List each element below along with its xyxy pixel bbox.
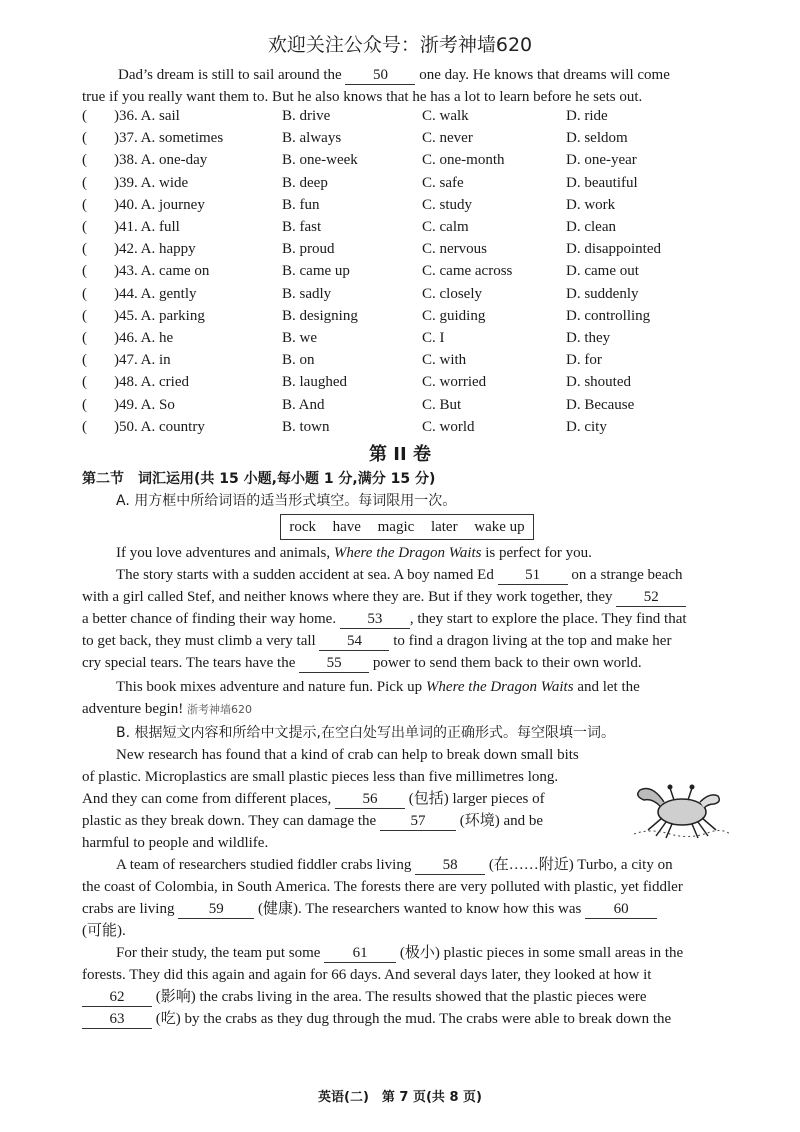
text: a better chance of finding their way home. [82,611,337,627]
passage-b-line [116,854,768,876]
option-row [82,263,742,285]
answer-paren: ( [82,130,87,147]
passage-b-line: forests. They did this again and again for 66 days. And several days later, they looked at how it [82,967,652,983]
text: (在……附近) Turbo, a city on [488,857,673,873]
answer-paren: ( [82,263,87,280]
text: power to send them back to their own world. [372,655,642,671]
option-a: )39. A. wide [114,174,189,191]
passage-a-line [82,652,734,674]
blank-50: 50 [345,66,415,85]
blank-52: 52 [616,588,686,607]
option-d: D. they [566,330,611,346]
blank-54: 54 [319,632,389,651]
text: This book mixes adventure and nature fun. Pick up [116,679,423,695]
option-row [82,197,742,219]
intro-line-1 [82,64,734,86]
answer-paren: ( [82,374,87,391]
text: (健康). The researchers wanted to know how this was [257,901,582,917]
option-row [82,108,742,130]
passage-b-line: the coast of Colombia, in South America. The forests there are very polluted with plastic, yet fiddler [82,879,683,895]
text: is perfect for you. [485,545,592,561]
text: (极小) plastic pieces in some small areas in the [399,945,684,961]
word-item: later [430,519,458,535]
answer-paren: ( [82,285,87,302]
passage-b-line [82,986,734,1008]
text: crabs are living [82,901,175,917]
option-a: )43. A. came on [114,263,210,280]
passage-a-line [116,676,768,698]
passage-b-line [82,898,734,920]
option-d: D. ride [566,108,608,124]
option-c: C. study [422,196,473,213]
option-row [82,308,742,330]
option-c: C. guiding [422,307,486,324]
answer-paren: ( [82,307,87,324]
blank-55: 55 [299,654,369,673]
word-box [280,514,534,540]
option-d: D. for [566,352,602,369]
option-b: B. one-week [282,152,358,169]
option-c: C. closely [422,285,482,302]
section-title: 第 II 卷 [369,444,431,465]
option-d: D. one-year [566,152,637,169]
answer-paren: ( [82,330,87,346]
option-c: C. nervous [422,241,487,258]
option-d: D. disappointed [566,241,661,258]
passage-b-line: New research has found that a kind of crab can help to break down small bits [116,747,579,763]
text: If you love adventures and animals, [116,545,331,561]
text: on a strange beach [571,567,683,583]
part-a-instruction: A. 用方框中所给词语的适当形式填空。每词限用一次。 [116,493,457,509]
text: cry special tears. The tears have the [82,655,296,671]
option-c: C. worried [422,374,487,391]
option-c: C. came across [422,263,513,280]
option-d: D. seldom [566,130,628,147]
passage-b-line: (可能). [82,923,126,939]
option-row [82,352,742,374]
option-d: D. beautiful [566,174,638,191]
option-a: )50. A. country [114,418,205,435]
crab-illustration [630,768,734,840]
option-a: )38. A. one-day [114,152,208,169]
page-footer: 英语(二) 第 7 页(共 8 页) [318,1090,482,1105]
text: to get back, they must climb a very tall [82,633,316,649]
option-a: )41. A. full [114,219,180,235]
option-b: B. sadly [282,285,332,302]
option-a: )36. A. sail [114,108,180,124]
option-d: D. controlling [566,307,651,324]
blank-59: 59 [178,900,254,919]
option-b: B. deep [282,174,328,191]
option-a: )44. A. gently [114,285,197,302]
text: The story starts with a sudden accident at sea. A boy named Ed [116,567,494,583]
text: adventure begin! [82,701,184,717]
part-b-instruction: B. 根据短文内容和所给中文提示,在空白处写出单词的正确形式。每空限填一词。 [116,725,615,741]
option-b: B. designing [282,307,358,324]
text: to find a dragon living at the top and make her [393,633,672,649]
passage-a-line [116,542,768,564]
answer-paren: ( [82,352,87,369]
option-a: )37. A. sometimes [114,130,224,147]
option-c: C. calm [422,219,469,235]
text: A team of researchers studied fiddler crabs living [116,857,412,873]
option-d: D. clean [566,219,616,235]
book-title: Where the Dragon Waits [333,545,482,561]
answer-paren: ( [82,396,87,413]
answer-paren: ( [82,196,87,213]
option-b: B. town [282,418,330,435]
blank-61: 61 [324,944,396,963]
option-row [82,241,742,263]
option-d: D. suddenly [566,285,639,302]
option-c: C. never [422,130,473,147]
text: (包括) larger pieces of [408,791,545,807]
option-b: B. we [282,330,317,346]
intro-text: one day. He knows that dreams will come [419,67,670,83]
text: (影响) the crabs living in the area. The results showed that the plastic pieces were [155,989,647,1005]
option-c: C. walk [422,108,469,124]
passage-a-line [82,698,734,721]
passage-b-line: harmful to people and wildlife. [82,835,269,851]
option-a: )48. A. cried [114,374,189,391]
passage-a-line [82,608,734,630]
option-a: )46. A. he [114,330,174,346]
blank-62: 62 [82,988,152,1007]
option-c: C. safe [422,174,464,191]
word-item: rock [289,519,316,535]
text: And they can come from different places, [82,791,332,807]
answer-paren: ( [82,418,87,435]
option-d: D. city [566,418,607,435]
word-item: magic [377,519,415,535]
option-d: D. came out [566,263,639,280]
option-row [82,374,742,396]
option-row [82,152,742,174]
passage-b-line: of plastic. Microplastics are small plastic pieces less than five millimetres long. [82,769,559,785]
watermark-inline: 浙考神墙620 [186,703,252,716]
passage-b-line [116,942,768,964]
option-row [82,419,742,441]
option-b: B. on [282,352,315,369]
watermark-header: 欢迎关注公众号：浙考神墙620 [267,34,533,56]
option-c: C. with [422,352,467,369]
option-a: )40. A. journey [114,196,205,213]
option-d: D. shouted [566,374,631,391]
option-c: C. I [422,330,445,346]
option-a: )47. A. in [114,352,171,369]
answer-paren: ( [82,108,87,124]
word-item: wake up [474,519,525,535]
blank-51: 51 [498,566,568,585]
passage-b-line [82,1008,734,1030]
option-row [82,330,742,352]
answer-paren: ( [82,241,87,258]
book-title: Where the Dragon Waits [425,679,574,695]
option-b: B. always [282,130,342,147]
blank-63: 63 [82,1010,152,1029]
option-row [82,219,742,241]
option-b: B. fast [282,219,322,235]
option-d: D. Because [566,396,635,413]
passage-a-line [82,630,734,652]
option-b: B. fun [282,196,320,213]
option-b: B. laughed [282,374,347,391]
blank-58: 58 [415,856,485,875]
option-b: B. drive [282,108,331,124]
answer-paren: ( [82,219,87,235]
word-item: have [332,519,361,535]
option-c: C. But [422,396,462,413]
text: , they start to explore the place. They find that [409,611,687,627]
option-row [82,130,742,152]
answer-paren: ( [82,152,87,169]
text: For their study, the team put some [116,945,321,961]
option-row [82,286,742,308]
answer-paren: ( [82,174,87,191]
text: with a girl called Stef, and neither knows where they are. But if they work together, they [82,589,613,605]
option-a: )42. A. happy [114,241,196,258]
text: (环境) and be [459,813,544,829]
option-row [82,175,742,197]
option-a: )49. A. So [114,396,175,413]
intro-text: Dad’s dream is still to sail around the [118,67,342,83]
option-b: B. proud [282,241,335,258]
blank-53: 53 [340,610,410,629]
intro-line-2: true if you really want them to. But he also knows that he has a lot to learn before he sets out. [82,89,643,105]
option-c: C. one-month [422,152,505,169]
blank-60: 60 [585,900,657,919]
option-d: D. work [566,196,616,213]
option-row [82,397,742,419]
blank-57: 57 [380,812,456,831]
option-a: )45. A. parking [114,307,205,324]
text: and let the [577,679,640,695]
option-c: C. world [422,418,475,435]
blank-56: 56 [335,790,405,809]
option-b: B. And [282,396,325,413]
subsection-title: 第二节 词汇运用(共 15 小题,每小题 1 分,满分 15 分) [82,471,436,487]
text: plastic as they break down. They can damage the [82,813,377,829]
passage-a-line [82,586,734,608]
text: (吃) by the crabs as they dug through the mud. The crabs were able to break down the [155,1011,672,1027]
option-b: B. came up [282,263,350,280]
passage-a-line [116,564,768,586]
